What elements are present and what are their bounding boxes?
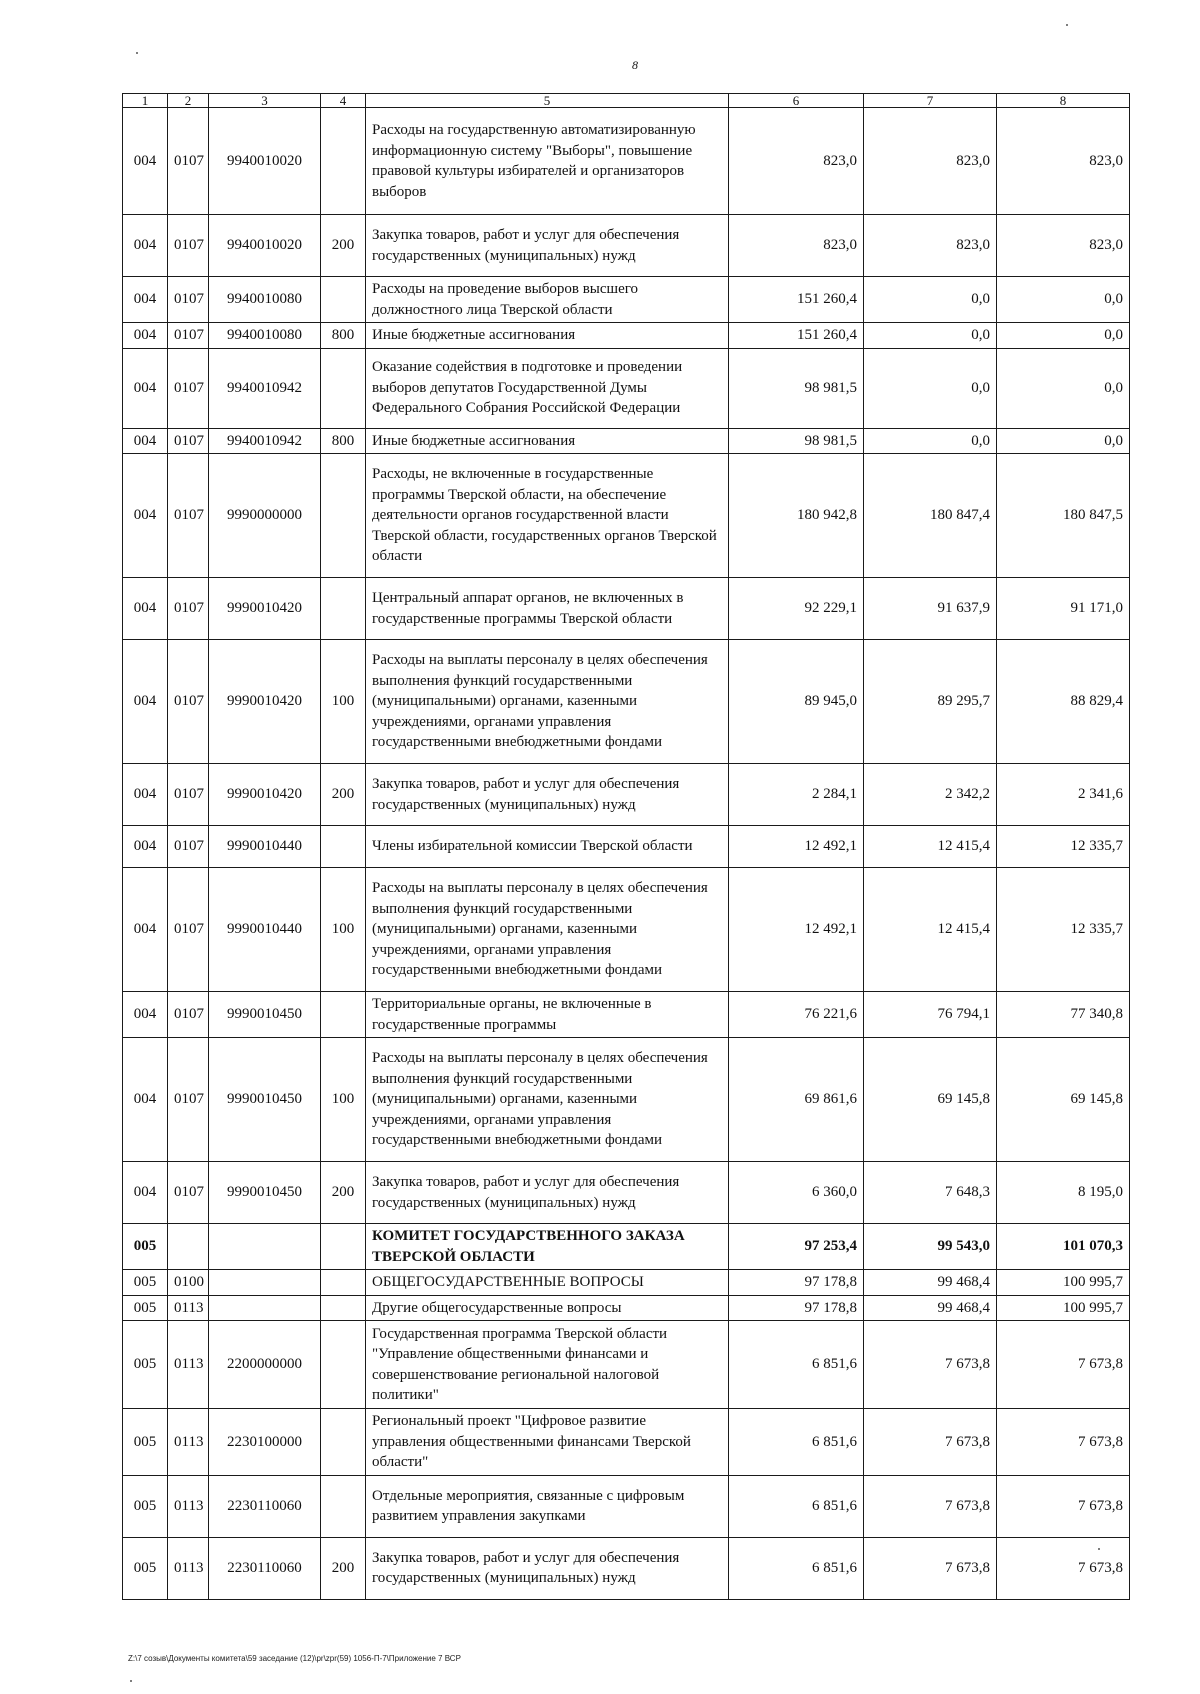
cell-amount-2022: 69 145,8 [864,1038,997,1162]
cell-section-code: 0107 [168,1162,209,1224]
cell-target-code: 9940010942 [209,428,321,454]
cell-target-code: 9990010450 [209,1038,321,1162]
cell-amount-2022: 91 637,9 [864,578,997,640]
table-row [123,578,1130,640]
cell-admin-code: 004 [123,277,168,323]
cell-amount-2021: 823,0 [729,108,864,215]
cell-section-code: 0107 [168,578,209,640]
scan-speck [130,1680,132,1682]
table-row [123,1038,1130,1162]
cell-target-code [209,1295,321,1321]
cell-amount-2021: 89 945,0 [729,640,864,764]
cell-description: Отдельные мероприятия, связанные с цифровым развитием управления закупками [366,1475,729,1537]
cell-expense-type [321,992,366,1038]
cell-expense-type [321,578,366,640]
cell-expense-type: 800 [321,428,366,454]
cell-section-code: 0107 [168,640,209,764]
cell-admin-code: 005 [123,1270,168,1296]
cell-section-code: 0113 [168,1537,209,1599]
cell-description: Иные бюджетные ассигнования [366,428,729,454]
cell-target-code: 2230100000 [209,1409,321,1476]
cell-section-code: 0107 [168,764,209,826]
cell-target-code: 9990010420 [209,640,321,764]
cell-description: Закупка товаров, работ и услуг для обеспечения государственных (муниципальных) нужд [366,764,729,826]
cell-expense-type: 100 [321,1038,366,1162]
cell-description: Другие общегосударственные вопросы [366,1295,729,1321]
cell-amount-2023: 69 145,8 [997,1038,1130,1162]
cell-expense-type: 200 [321,1537,366,1599]
cell-amount-2023: 100 995,7 [997,1295,1130,1321]
cell-amount-2021: 97 178,8 [729,1270,864,1296]
column-number-row [123,94,1130,108]
cell-admin-code: 005 [123,1537,168,1599]
cell-amount-2021: 97 178,8 [729,1295,864,1321]
cell-amount-2022: 12 415,4 [864,868,997,992]
cell-section-code: 0113 [168,1475,209,1537]
table-row [123,277,1130,323]
cell-amount-2023: 7 673,8 [997,1409,1130,1476]
table-row [123,1270,1130,1296]
cell-amount-2022: 2 342,2 [864,764,997,826]
cell-amount-2021: 6 851,6 [729,1321,864,1409]
cell-amount-2021: 76 221,6 [729,992,864,1038]
column-header: 7 [864,94,997,108]
cell-target-code: 9990000000 [209,454,321,578]
cell-description: Оказание содействия в подготовке и проведении выборов депутатов Государственной Думы Федерального Собрания Российской Федерации [366,348,729,428]
cell-expense-type: 200 [321,764,366,826]
cell-admin-code: 004 [123,323,168,349]
cell-section-code: 0113 [168,1409,209,1476]
cell-admin-code: 004 [123,578,168,640]
table-row [123,1321,1130,1409]
cell-amount-2023: 7 673,8 [997,1321,1130,1409]
cell-amount-2021: 12 492,1 [729,868,864,992]
cell-amount-2022: 99 543,0 [864,1224,997,1270]
cell-section-code: 0107 [168,323,209,349]
table-row [123,826,1130,868]
cell-amount-2021: 180 942,8 [729,454,864,578]
cell-target-code: 2230110060 [209,1537,321,1599]
cell-admin-code: 005 [123,1409,168,1476]
column-header: 6 [729,94,864,108]
cell-amount-2023: 0,0 [997,277,1130,323]
column-header: 1 [123,94,168,108]
cell-expense-type: 200 [321,1162,366,1224]
cell-amount-2021: 6 360,0 [729,1162,864,1224]
cell-expense-type [321,1295,366,1321]
cell-description: Расходы на выплаты персоналу в целях обеспечения выполнения функций государственными (муниципальными) органами, казенными учреждениями, органами управления государственными внебюджетными фондами [366,868,729,992]
table-row [123,1409,1130,1476]
cell-description: КОМИТЕТ ГОСУДАРСТВЕННОГО ЗАКАЗА ТВЕРСКОЙ ОБЛАСТИ [366,1224,729,1270]
column-header: 4 [321,94,366,108]
cell-section-code: 0107 [168,454,209,578]
table-row [123,348,1130,428]
cell-admin-code: 004 [123,640,168,764]
cell-amount-2021: 151 260,4 [729,277,864,323]
cell-amount-2022: 0,0 [864,323,997,349]
cell-expense-type: 100 [321,640,366,764]
cell-target-code: 9990010450 [209,992,321,1038]
table-row [123,323,1130,349]
cell-amount-2023: 91 171,0 [997,578,1130,640]
cell-admin-code: 004 [123,108,168,215]
column-header: 5 [366,94,729,108]
cell-description: Расходы, не включенные в государственные программы Тверской области, на обеспечение деятельности органов государственной власти Тверской области, государственных органов Тверской области [366,454,729,578]
cell-description: Иные бюджетные ассигнования [366,323,729,349]
cell-amount-2021: 6 851,6 [729,1409,864,1476]
cell-expense-type [321,454,366,578]
table-row [123,1475,1130,1537]
cell-target-code: 9940010080 [209,323,321,349]
cell-admin-code: 004 [123,764,168,826]
cell-description: Члены избирательной комиссии Тверской области [366,826,729,868]
table-row [123,992,1130,1038]
page-number: 8 [632,58,638,72]
column-header: 2 [168,94,209,108]
cell-amount-2022: 7 648,3 [864,1162,997,1224]
cell-amount-2022: 0,0 [864,348,997,428]
table-row [123,640,1130,764]
cell-amount-2022: 89 295,7 [864,640,997,764]
cell-description: Закупка товаров, работ и услуг для обеспечения государственных (муниципальных) нужд [366,215,729,277]
table-body [123,108,1130,1600]
cell-expense-type [321,1475,366,1537]
cell-amount-2022: 12 415,4 [864,826,997,868]
cell-amount-2023: 0,0 [997,348,1130,428]
cell-amount-2021: 12 492,1 [729,826,864,868]
cell-expense-type [321,348,366,428]
cell-admin-code: 004 [123,826,168,868]
cell-amount-2022: 76 794,1 [864,992,997,1038]
cell-description: Расходы на государственную автоматизированную информационную систему "Выборы", повышение правовой культуры избирателей и организаторов выборов [366,108,729,215]
cell-section-code: 0107 [168,348,209,428]
cell-target-code: 2200000000 [209,1321,321,1409]
cell-amount-2021: 6 851,6 [729,1537,864,1599]
cell-expense-type [321,108,366,215]
budget-table [122,93,1130,1600]
cell-admin-code: 005 [123,1475,168,1537]
cell-expense-type [321,1224,366,1270]
cell-amount-2022: 0,0 [864,277,997,323]
cell-amount-2023: 101 070,3 [997,1224,1130,1270]
cell-amount-2022: 99 468,4 [864,1270,997,1296]
cell-amount-2022: 823,0 [864,108,997,215]
table-row [123,428,1130,454]
cell-section-code: 0107 [168,108,209,215]
cell-target-code: 9990010440 [209,826,321,868]
cell-admin-code: 004 [123,454,168,578]
cell-section-code: 0107 [168,992,209,1038]
cell-target-code: 9940010080 [209,277,321,323]
cell-amount-2023: 77 340,8 [997,992,1130,1038]
cell-section-code: 0107 [168,428,209,454]
footer-file-path: Z:\7 созыв\Документы комитета\59 заседание (12)\pr\zpr(59) 1056-П-7\Приложение 7 ВСР [128,1654,461,1663]
scan-speck [1066,24,1068,26]
cell-amount-2023: 823,0 [997,108,1130,215]
cell-target-code: 9940010020 [209,215,321,277]
cell-admin-code: 004 [123,428,168,454]
cell-section-code: 0107 [168,868,209,992]
cell-section-code [168,1224,209,1270]
cell-expense-type [321,277,366,323]
cell-amount-2021: 2 284,1 [729,764,864,826]
cell-amount-2023: 88 829,4 [997,640,1130,764]
cell-target-code [209,1270,321,1296]
cell-description: Закупка товаров, работ и услуг для обеспечения государственных (муниципальных) нужд [366,1162,729,1224]
cell-target-code: 9940010020 [209,108,321,215]
cell-section-code: 0107 [168,215,209,277]
cell-amount-2023: 7 673,8 [997,1475,1130,1537]
cell-amount-2021: 823,0 [729,215,864,277]
cell-section-code: 0113 [168,1321,209,1409]
cell-description: Закупка товаров, работ и услуг для обеспечения государственных (муниципальных) нужд [366,1537,729,1599]
cell-admin-code: 004 [123,868,168,992]
cell-section-code: 0113 [168,1295,209,1321]
cell-target-code: 2230110060 [209,1475,321,1537]
cell-admin-code: 005 [123,1321,168,1409]
cell-amount-2023: 7 673,8 [997,1537,1130,1599]
table-row [123,454,1130,578]
table-row [123,1162,1130,1224]
cell-description: Расходы на выплаты персоналу в целях обеспечения выполнения функций государственными (муниципальными) органами, казенными учреждениями, органами управления государственными внебюджетными фондами [366,1038,729,1162]
cell-description: Государственная программа Тверской области "Управление общественными финансами и совершенствование региональной налоговой политики" [366,1321,729,1409]
cell-description: Региональный проект "Цифровое развитие управления общественными финансами Тверской области" [366,1409,729,1476]
cell-admin-code: 005 [123,1224,168,1270]
cell-description: Центральный аппарат органов, не включенных в государственные программы Тверской области [366,578,729,640]
column-header: 3 [209,94,321,108]
cell-amount-2022: 7 673,8 [864,1475,997,1537]
cell-amount-2023: 0,0 [997,323,1130,349]
scan-speck [1098,1548,1100,1550]
cell-admin-code: 004 [123,348,168,428]
cell-amount-2021: 6 851,6 [729,1475,864,1537]
cell-amount-2022: 7 673,8 [864,1537,997,1599]
cell-expense-type [321,1409,366,1476]
cell-target-code: 9990010420 [209,764,321,826]
cell-amount-2022: 823,0 [864,215,997,277]
cell-amount-2021: 69 861,6 [729,1038,864,1162]
cell-admin-code: 004 [123,992,168,1038]
cell-amount-2023: 12 335,7 [997,868,1130,992]
cell-amount-2022: 7 673,8 [864,1409,997,1476]
cell-amount-2021: 151 260,4 [729,323,864,349]
cell-target-code: 9940010942 [209,348,321,428]
table-row [123,108,1130,215]
cell-section-code: 0107 [168,826,209,868]
cell-admin-code: 004 [123,1038,168,1162]
cell-section-code: 0100 [168,1270,209,1296]
cell-expense-type: 100 [321,868,366,992]
cell-target-code: 9990010420 [209,578,321,640]
cell-expense-type [321,1270,366,1296]
cell-amount-2021: 98 981,5 [729,348,864,428]
cell-target-code: 9990010440 [209,868,321,992]
cell-amount-2023: 2 341,6 [997,764,1130,826]
table-row [123,1224,1130,1270]
cell-section-code: 0107 [168,277,209,323]
table-row [123,1537,1130,1599]
cell-description: Расходы на проведение выборов высшего должностного лица Тверской области [366,277,729,323]
cell-expense-type [321,826,366,868]
cell-description: ОБЩЕГОСУДАРСТВЕННЫЕ ВОПРОСЫ [366,1270,729,1296]
cell-amount-2023: 12 335,7 [997,826,1130,868]
cell-amount-2022: 99 468,4 [864,1295,997,1321]
cell-amount-2021: 98 981,5 [729,428,864,454]
cell-expense-type: 800 [321,323,366,349]
cell-amount-2023: 8 195,0 [997,1162,1130,1224]
cell-admin-code: 004 [123,215,168,277]
table-row [123,1295,1130,1321]
cell-amount-2023: 823,0 [997,215,1130,277]
table-row [123,764,1130,826]
cell-amount-2021: 97 253,4 [729,1224,864,1270]
cell-admin-code: 005 [123,1295,168,1321]
scan-speck [136,52,138,54]
cell-expense-type [321,1321,366,1409]
cell-admin-code: 004 [123,1162,168,1224]
cell-expense-type: 200 [321,215,366,277]
table-row [123,868,1130,992]
cell-amount-2023: 180 847,5 [997,454,1130,578]
cell-amount-2023: 0,0 [997,428,1130,454]
cell-description: Расходы на выплаты персоналу в целях обеспечения выполнения функций государственными (муниципальными) органами, казенными учреждениями, органами управления государственными внебюджетными фондами [366,640,729,764]
cell-target-code [209,1224,321,1270]
cell-amount-2021: 92 229,1 [729,578,864,640]
cell-amount-2022: 7 673,8 [864,1321,997,1409]
cell-section-code: 0107 [168,1038,209,1162]
cell-amount-2022: 180 847,4 [864,454,997,578]
table-row [123,215,1130,277]
cell-description: Территориальные органы, не включенные в государственные программы [366,992,729,1038]
cell-amount-2022: 0,0 [864,428,997,454]
cell-target-code: 9990010450 [209,1162,321,1224]
column-header: 8 [997,94,1130,108]
cell-amount-2023: 100 995,7 [997,1270,1130,1296]
